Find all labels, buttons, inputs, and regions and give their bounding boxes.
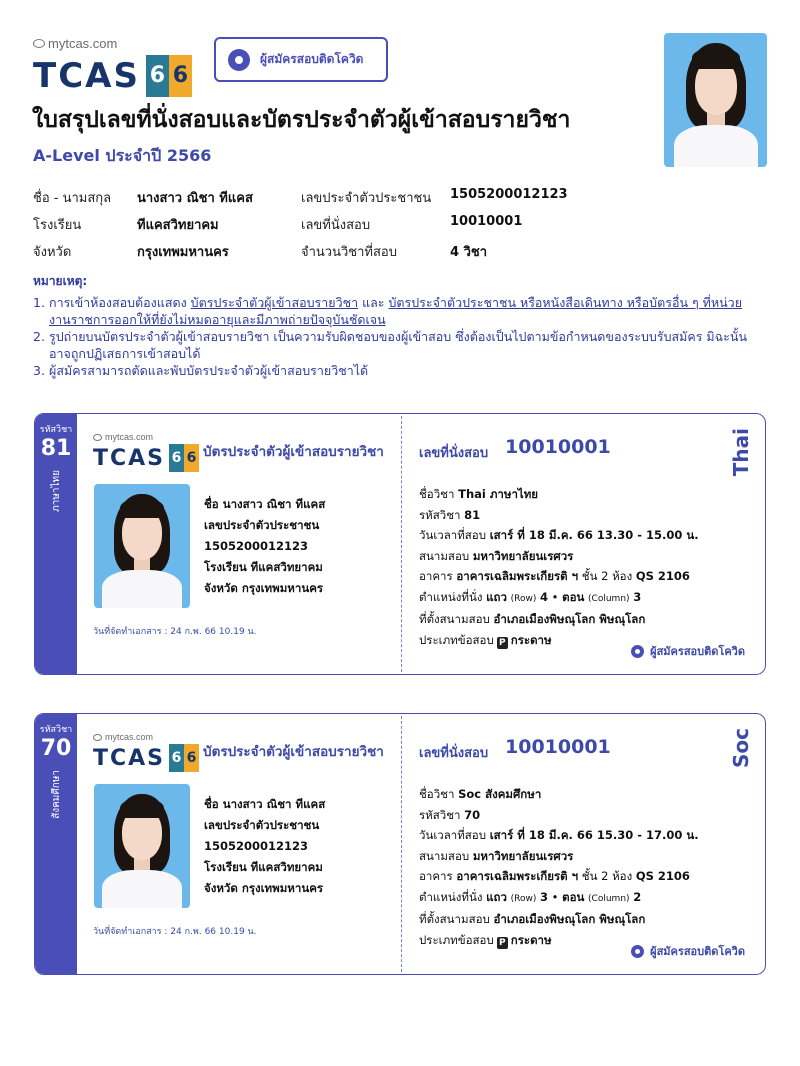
logo-site-icon [93,734,102,741]
exam-field-label: ชื่อวิชา [419,487,455,501]
id-value: 1505200012123 [450,187,568,202]
name-label: ชื่อ - นามสกุล [33,191,112,206]
covid-badge [214,37,388,82]
exam-location: อำเภอเมืองพิษณุโลก พิษณุโลก [493,912,646,926]
notes-list [33,294,763,379]
exam-building-row [419,866,699,887]
name-value: นางสาว ณิชา ทีแคส [137,191,253,206]
exam-location: อำเภอเมืองพิษณุโลก พิษณุโลก [493,612,646,626]
card-seat-label: เลขที่นั่งสอบ [419,446,489,461]
exam-venue: มหาวิทยาลัยนเรศวร [472,548,574,563]
subject-code: 70 [40,736,72,761]
exam-col-value: 3 [633,589,642,604]
id-label: เลขประจำตัวประชาชน [301,191,432,206]
exam-location-row [419,909,699,930]
card-id-value: 1505200012123 [204,539,309,553]
logo-word: TCAS [33,56,140,96]
exam-datetime: เสาร์ ที่ 18 มี.ค. 66 13.30 - 15.00 น. [489,528,699,542]
exam-card [34,413,766,675]
card-subject-short: Thai [729,428,753,477]
logo-cube [169,442,199,474]
logo-site-text: mytcas.com [105,732,154,742]
subject-strip [35,414,77,674]
card-school: โรงเรียน ทีแคสวิทยาคม [204,560,323,574]
logo-site-text: mytcas.com [48,36,118,51]
paper-icon: P [497,937,508,949]
exam-col-en: (Column) [588,593,630,604]
exam-venue: มหาวิทยาลัยนเรศวร [472,848,574,863]
logo-word: TCAS [93,745,166,771]
logo-num-left: 6 [169,744,184,772]
logo-site-icon [33,39,45,48]
school-label: โรงเรียน [33,218,82,233]
logo-site-icon [93,434,102,441]
seat-value: 10010001 [450,214,523,229]
exam-datetime: เสาร์ ที่ 18 มี.ค. 66 15.30 - 17.00 น. [489,828,699,842]
exam-field-label: รหัสวิชา [419,507,461,522]
note-item [33,362,763,379]
note-underlined: บัตรประจำตัวผู้เข้าสอบรายวิชา [190,295,359,310]
card-province: จังหวัด กรุงเทพมหานคร [204,581,324,595]
card-covid-label: ผู้สมัครสอบติดโควิด [650,645,745,658]
exam-field-label: สนามสอบ [419,548,470,563]
exam-field-label: รหัสวิชา [419,807,461,822]
card-divider [401,416,402,672]
applicant-photo [664,33,767,167]
exam-subject-row [419,484,699,505]
card-seat-number: 10010001 [505,736,611,758]
exam-floor: ชั้น 2 ห้อง [581,569,633,583]
exam-code-value: 70 [464,807,481,822]
card-seat-label: เลขที่นั่งสอบ [419,746,489,761]
card-school: โรงเรียน ทีแคสวิทยาคม [204,860,323,874]
exam-field-label: ตำแหน่งที่นั่ง [419,589,483,604]
note-number: 3. [33,363,45,378]
virus-icon [631,645,644,658]
logo-site-text: mytcas.com [105,432,154,442]
virus-icon [631,945,644,958]
page-subtitle: A-Level ประจำปี 2566 [33,146,212,165]
card-doc-date: วันที่จัดทำเอกสาร : 24 ก.พ. 66 10.19 น. [93,927,257,937]
logo-num-right: 6 [169,55,192,97]
card-photo [94,784,190,908]
card-subject-short: Soc [729,728,753,768]
exam-building: อาคารเฉลิมพระเกียรติ ฯ [456,869,579,883]
exam-code-value: 81 [464,507,481,522]
exam-field-label: ที่ตั้งสนามสอบ [419,912,490,926]
exam-datetime-row [419,525,699,546]
note-text: การเข้าห้องสอบต้องแสดง [49,295,191,310]
note-underlined: บัตรประจำตัวประชาชน หรือหนังสือเดินทาง หรือบัตรอื่น ๆ ที่หน่วยงานราชการออกให้ที่ยังไม่หมดอายุและมีภาพถ่ายปัจจุบันชัดเจน [49,295,743,327]
exam-card [34,713,766,975]
subject-vertical-name: ภาษาไทย [51,470,62,512]
card-tcas-logo [93,732,199,774]
exam-row-value: 4 [540,589,549,604]
page-title: ใบสรุปเลขที่นั่งสอบและบัตรประจำตัวผู้เข้าสอบรายวิชา [32,107,571,133]
card-covid-label: ผู้สมัครสอบติดโควิด [650,945,745,958]
exam-datetime-row [419,825,699,846]
logo-num-left: 6 [146,55,169,97]
exam-venue-row [419,546,699,567]
exam-position-row: ตำแหน่งที่นั่ง แถว (Row) 4 • ตอน (Column) 3 [419,589,642,604]
note-item [33,294,763,328]
card-exam-details [419,484,699,650]
exam-col-en: (Column) [588,893,630,904]
note-number: 1. [33,295,45,310]
exam-field-label: ประเภทข้อสอบ [419,632,494,647]
tcas-logo [33,36,192,101]
card-person-info [204,494,325,599]
note-text: และ [358,295,389,310]
subject-strip [35,714,77,974]
card-photo [94,484,190,608]
card-id-label: เลขประจำตัวประชาชน [204,818,320,832]
card-divider [401,716,402,972]
exam-row-label: แถว [486,589,507,604]
card-doc-date: วันที่จัดทำเอกสาร : 24 ก.พ. 66 10.19 น. [93,627,257,637]
exam-col-value: 2 [633,889,642,904]
exam-subject-name: Thai ภาษาไทย [458,487,539,501]
school-value: ทีแคสวิทยาคม [137,218,219,233]
subjects-label: จำนวนวิชาที่สอบ [301,245,397,260]
exam-floor: ชั้น 2 ห้อง [581,869,633,883]
card-id-label: เลขประจำตัวประชาชน [204,518,320,532]
province-label: จังหวัด [33,245,72,260]
exam-building-row [419,566,699,587]
card-exam-details [419,784,699,950]
exam-field-label: อาคาร [419,569,453,583]
card-covid-badge [631,942,745,960]
card-tcas-logo [93,432,199,474]
exam-position-row: ตำแหน่งที่นั่ง แถว (Row) 3 • ตอน (Column) 2 [419,889,642,904]
card-covid-badge [631,642,745,660]
logo-num-right: 6 [184,744,199,772]
note-number: 2. [33,329,45,344]
exam-code-row [419,505,699,526]
card-person-name: ชื่อ นางสาว ณิชา ทีแคส [204,497,326,511]
exam-type: กระดาษ [510,632,552,647]
logo-word: TCAS [93,445,166,471]
note-item [33,328,763,362]
exam-row-en: (Row) [510,593,537,604]
covid-badge-label: ผู้สมัครสอบติดโควิด [260,52,364,66]
subject-code-label: รหัสวิชา [39,425,73,435]
card-province: จังหวัด กรุงเทพมหานคร [204,881,324,895]
subject-code: 81 [40,436,72,461]
exam-building: อาคารเฉลิมพระเกียรติ ฯ [456,569,579,583]
notes-heading: หมายเหตุ: [33,274,88,288]
exam-field-label: ประเภทข้อสอบ [419,932,494,947]
card-id-value: 1505200012123 [204,839,309,853]
card-seat-number: 10010001 [505,436,611,458]
exam-type: กระดาษ [510,932,552,947]
exam-field-label: ที่ตั้งสนามสอบ [419,612,490,626]
virus-icon [228,49,250,71]
exam-field-label: อาคาร [419,869,453,883]
exam-col-label: ตอน [562,889,585,904]
note-text: รูปถ่ายบนบัตรประจำตัวผู้เข้าสอบรายวิชา เป็นความรับผิดชอบของผู้เข้าสอบ ซึ่งต้องเป็นไปตามข้อกำหนดของระบบรับสมัคร มิฉะนั้นอาจถูกปฏิเสธการเข้าสอบได้ [49,329,747,361]
exam-field-label: วันเวลาที่สอบ [419,828,487,842]
exam-code-row [419,805,699,826]
exam-row-label: แถว [486,889,507,904]
exam-venue-row [419,846,699,867]
card-title: บัตรประจำตัวผู้เข้าสอบรายวิชา [203,444,384,460]
exam-row-value: 3 [540,889,549,904]
exam-col-label: ตอน [562,589,585,604]
exam-location-row [419,609,699,630]
subjects-value: 4 วิชา [450,245,487,260]
exam-subject-row [419,784,699,805]
card-person-name: ชื่อ นางสาว ณิชา ทีแคส [204,797,326,811]
exam-field-label: ชื่อวิชา [419,787,455,801]
province-value: กรุงเทพมหานคร [137,245,229,260]
exam-field-label: ตำแหน่งที่นั่ง [419,889,483,904]
exam-field-label: สนามสอบ [419,848,470,863]
note-text: ผู้สมัครสามารถตัดและพับบัตรประจำตัวผู้เข้าสอบรายวิชาได้ [49,363,369,378]
exam-row-en: (Row) [510,893,537,904]
exam-room: QS 2106 [635,569,690,583]
exam-room: QS 2106 [635,869,690,883]
logo-cube [169,742,199,774]
seat-label: เลขที่นั่งสอบ [301,218,371,233]
card-person-info [204,794,325,899]
subject-vertical-name: สังคมศึกษา [51,770,62,819]
exam-field-label: วันเวลาที่สอบ [419,528,487,542]
logo-num-left: 6 [169,444,184,472]
paper-icon: P [497,637,508,649]
logo-num-right: 6 [184,444,199,472]
logo-site [33,36,192,51]
card-title: บัตรประจำตัวผู้เข้าสอบรายวิชา [203,744,384,760]
exam-subject-name: Soc สังคมศึกษา [458,787,542,801]
logo-cube [146,51,192,101]
subject-code-label: รหัสวิชา [39,725,73,735]
